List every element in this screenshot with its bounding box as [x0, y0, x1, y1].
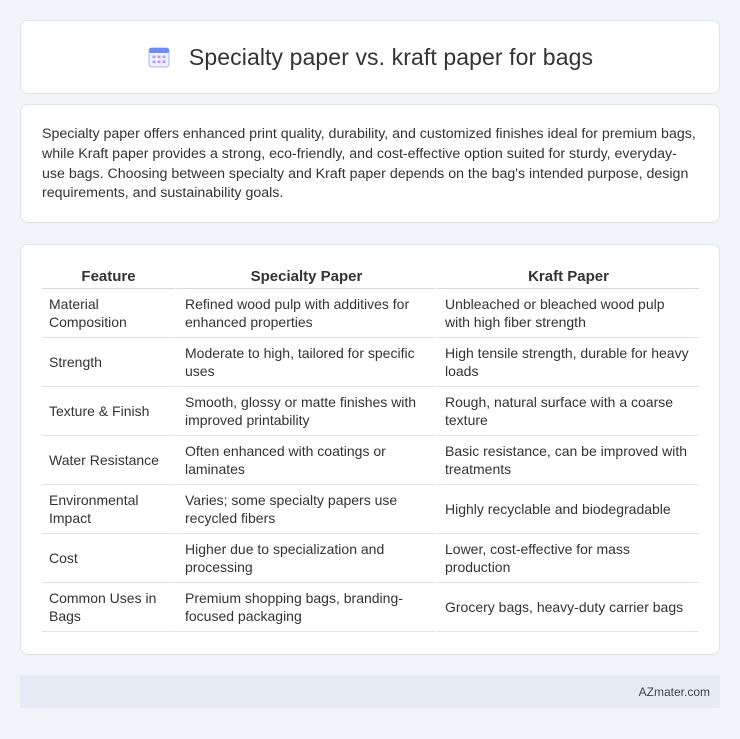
- summary-card: [20, 104, 720, 223]
- comparison-table-card: [20, 244, 720, 655]
- specialty-cell: Refined wood pulp with additives for enhanced properties: [175, 289, 435, 338]
- title-card: [20, 20, 720, 94]
- table-row: [42, 436, 699, 485]
- feature-cell: Texture & Finish: [42, 387, 175, 436]
- kraft-cell: Highly recyclable and biodegradable: [435, 485, 699, 534]
- table-row: [42, 485, 699, 534]
- feature-cell: Cost: [42, 534, 175, 583]
- kraft-cell: Basic resistance, can be improved with treatments: [435, 436, 699, 485]
- comparison-table: [42, 265, 699, 632]
- specialty-cell: Often enhanced with coatings or laminates: [175, 436, 435, 485]
- specialty-cell: Premium shopping bags, branding-focused packaging: [175, 583, 435, 632]
- footer-brand: AZmater.com: [638, 684, 710, 699]
- kraft-cell: Grocery bags, heavy-duty carrier bags: [435, 583, 699, 632]
- specialty-cell: Moderate to high, tailored for specific uses: [175, 338, 435, 387]
- header-feature: Feature: [42, 265, 175, 289]
- specialty-cell: Higher due to specialization and processing: [175, 534, 435, 583]
- specialty-cell: Smooth, glossy or matte finishes with improved printability: [175, 387, 435, 436]
- footer: [20, 675, 720, 708]
- table-header-row: [42, 265, 699, 289]
- feature-cell: Environmental Impact: [42, 485, 175, 534]
- table-row: [42, 387, 699, 436]
- table-row: [42, 338, 699, 387]
- kraft-cell: High tensile strength, durable for heavy loads: [435, 338, 699, 387]
- feature-cell: Common Uses in Bags: [42, 583, 175, 632]
- kraft-cell: Unbleached or bleached wood pulp with high fiber strength: [435, 289, 699, 338]
- kraft-cell: Lower, cost-effective for mass production: [435, 534, 699, 583]
- kraft-cell: Rough, natural surface with a coarse texture: [435, 387, 699, 436]
- table-row: [42, 583, 699, 632]
- header-kraft-paper: Kraft Paper: [435, 265, 699, 289]
- calendar-icon: [147, 45, 171, 69]
- specialty-cell: Varies; some specialty papers use recycled fibers: [175, 485, 435, 534]
- table-row: [42, 534, 699, 583]
- header-specialty-paper: Specialty Paper: [175, 265, 435, 289]
- page-title: Specialty paper vs. kraft paper for bags: [188, 43, 594, 70]
- summary-text: Specialty paper offers enhanced print quality, durability, and customized finishes ideal for premium bags, while Kraft paper provides a strong, eco-friendly, and cost-effective option suited for sturdy, everyday-use bags. Choosing between specialty and Kraft paper depends on the bag's intended purpose, design requirements, and sustainability goals.: [42, 126, 696, 202]
- table-row: [42, 289, 699, 338]
- feature-cell: Strength: [42, 338, 175, 387]
- feature-cell: Material Composition: [42, 289, 175, 338]
- feature-cell: Water Resistance: [42, 436, 175, 485]
